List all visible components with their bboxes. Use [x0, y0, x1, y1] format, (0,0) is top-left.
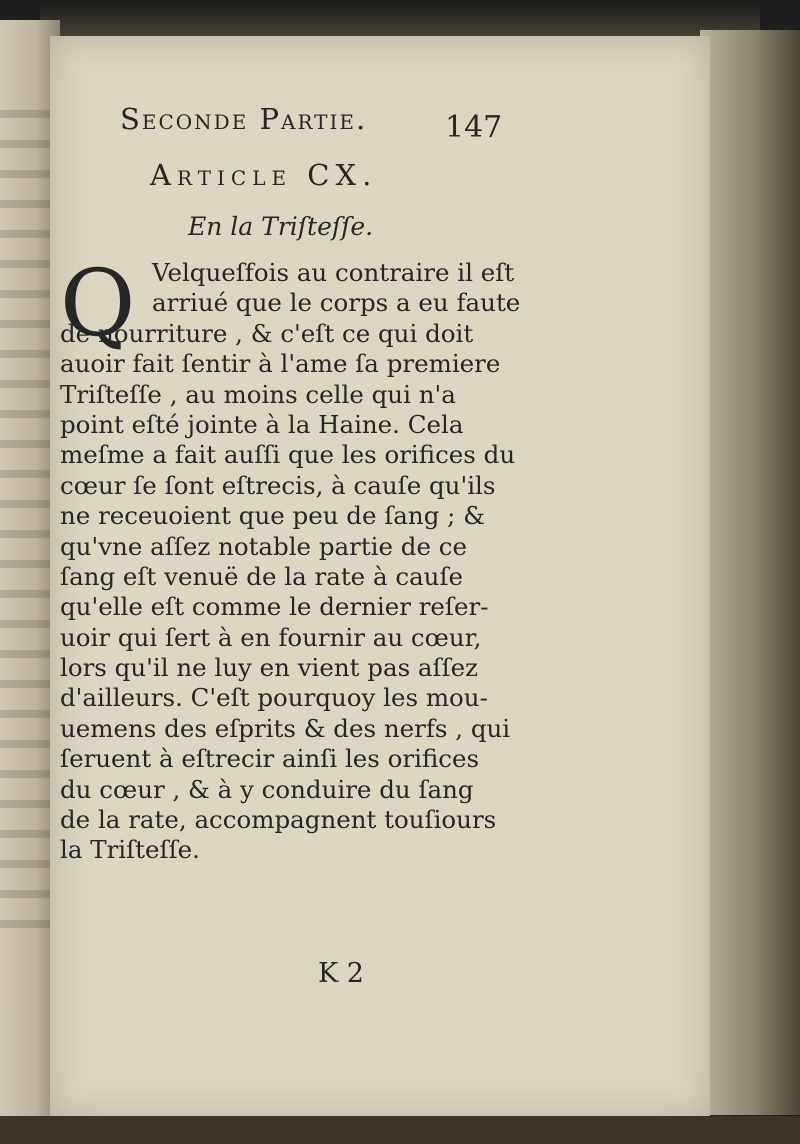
text-line: de la rate, accompagnent touſiours: [60, 805, 497, 835]
text-line: du cœur , & à y conduire du ſang: [60, 774, 474, 804]
text-line: ne receuoient que peu de ſang ; &: [60, 501, 486, 531]
article-subtitle: En la Triſteſſe.: [188, 212, 374, 241]
text-line: qu'elle eſt comme le dernier reſer-: [60, 592, 489, 622]
text-line: arriué que le corps a eu faute: [152, 288, 521, 318]
text-line: lors qu'il ne luy en vient pas aſſez: [60, 653, 479, 683]
text-line: la Triſteſſe.: [60, 835, 200, 865]
body-text: [60, 250, 521, 866]
page-number: 147: [445, 110, 503, 145]
running-title: Seconde Partie.: [120, 102, 368, 136]
text-line: cœur ſe ſont eſtrecis, à cauſe qu'ils: [60, 470, 496, 500]
text-line: uemens des eſprits & des nerfs , qui: [60, 713, 511, 743]
text-line: d'ailleurs. C'eſt pourquoy les mou-: [60, 683, 488, 713]
drop-cap: Q: [60, 250, 136, 357]
scan-bottom-edge: [0, 1116, 800, 1144]
page-fore-edge: [700, 30, 800, 1115]
text-line: qu'vne aſſez notable partie de ce: [60, 531, 467, 561]
signature-mark: K 2: [318, 958, 364, 989]
scan-top-edge: [40, 0, 760, 40]
text-line: Triſteſſe , au moins celle qui n'a: [60, 379, 456, 409]
text-line: uoir qui ſert à en fournir au cœur,: [60, 622, 482, 652]
text-line: ſang eſt venuë de la rate à cauſe: [60, 561, 464, 591]
text-line: Velqueſfois au contraire il eſt: [152, 258, 515, 287]
text-line: auoir fait ſentir à l'ame ſa premiere: [60, 349, 501, 379]
article-heading: Article CX.: [150, 158, 378, 192]
text-line: point eſté jointe à la Haine. Cela: [60, 409, 464, 439]
facing-page-text-fragments: [0, 110, 55, 930]
text-line: meſme a fait auſſi que les orifices du: [60, 440, 516, 470]
text-line: de nourriture , & c'eſt ce qui doit: [60, 318, 474, 348]
text-line: ſeruent à eſtrecir ainſi les orifices: [60, 744, 480, 774]
